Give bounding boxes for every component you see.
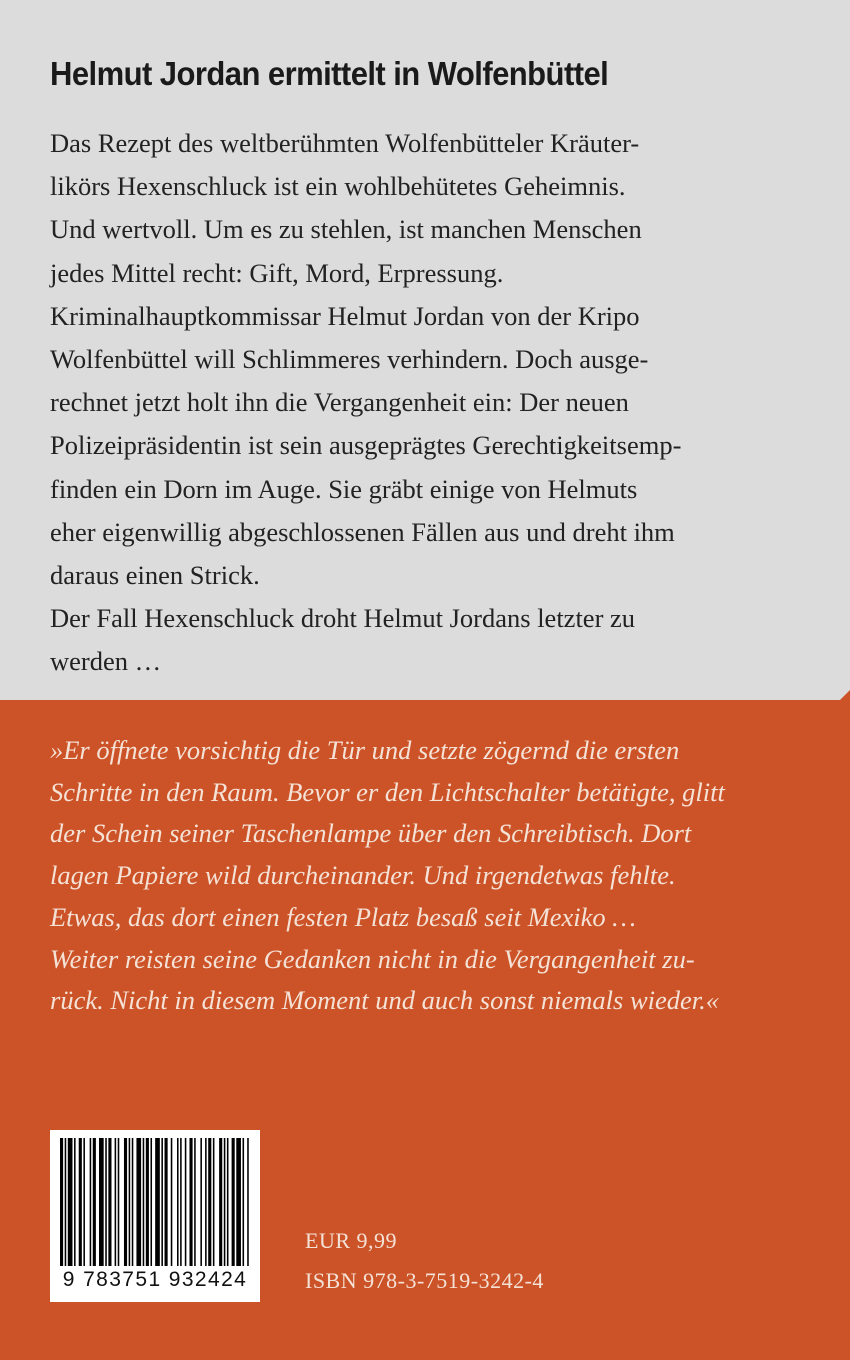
barcode-bar xyxy=(124,1138,127,1266)
barcode-bar xyxy=(115,1138,117,1266)
barcode-bar xyxy=(74,1138,76,1266)
barcode-bar xyxy=(200,1138,202,1266)
barcode-bar xyxy=(118,1138,120,1266)
barcode-bar xyxy=(155,1138,160,1266)
barcode-bar xyxy=(108,1138,111,1266)
blurb-text xyxy=(50,122,820,684)
barcode-bar xyxy=(208,1138,211,1266)
barcode-bar xyxy=(65,1138,67,1266)
blurb-line: Der Fall Hexenschluck droht Helmut Jordans letzter zu xyxy=(50,603,636,634)
blurb-line: Kriminalhauptkommissar Helmut Jordan von der Kripo xyxy=(50,300,640,331)
blurb-line: daraus einen Strick. xyxy=(50,560,260,591)
barcode-bar xyxy=(165,1138,168,1266)
barcode-bar xyxy=(227,1138,229,1266)
barcode-bar xyxy=(232,1138,235,1266)
price: EUR 9,99 xyxy=(305,1228,397,1253)
barcode-bar xyxy=(213,1138,215,1266)
barcode-bar xyxy=(236,1138,241,1266)
barcode-bar xyxy=(189,1138,192,1266)
corner-fold xyxy=(838,690,850,702)
blurb-line: jedes Mittel recht: Gift, Mord, Erpressung. xyxy=(50,257,504,288)
quote-line: Weiter reisten seine Gedanken nicht in die Vergangenheit zu- xyxy=(50,943,695,974)
barcode-bar xyxy=(79,1138,82,1266)
barcode-bar xyxy=(143,1138,145,1266)
barcode-bar xyxy=(180,1138,182,1266)
quote-line: rück. Nicht in diesem Moment und auch sonst niemals wieder.« xyxy=(50,985,720,1016)
blurb-line: finden ein Dorn im Auge. Sie gräbt einige von Helmuts xyxy=(50,473,638,504)
quote-line: Etwas, das dort einen festen Platz besaß seit Mexiko … xyxy=(50,901,636,932)
barcode-bar xyxy=(194,1138,196,1266)
series-title: Helmut Jordan ermittelt in Wolfenbüttel xyxy=(50,55,609,92)
blurb-line: rechnet jetzt holt ihn die Vergangenheit ein: Der neuen xyxy=(50,387,629,418)
blurb-line: Wolfenbüttel will Schlimmeres verhindern. Doch ausge- xyxy=(50,344,649,375)
barcode-bar xyxy=(132,1138,134,1266)
barcode-bar xyxy=(243,1138,245,1266)
quote-line: Schritte in den Raum. Bevor er den Lichtschalter betätigte, glitt xyxy=(50,776,725,807)
barcode-digits: 9 783751 932424 xyxy=(62,1268,248,1291)
barcode-bars xyxy=(50,1130,260,1270)
isbn: ISBN 978-3-7519-3242-4 xyxy=(305,1268,544,1293)
barcode-bar xyxy=(60,1138,63,1266)
blurb-line: Das Rezept des weltberühmten Wolfenbütteler Kräuter- xyxy=(50,128,640,158)
barcode-bar xyxy=(205,1138,207,1266)
blurb-line: eher eigenwillig abgeschlossenen Fällen aus und dreht ihm xyxy=(50,516,675,547)
barcode-bar xyxy=(83,1138,85,1266)
barcode-bar xyxy=(146,1138,149,1266)
barcode-bar xyxy=(105,1138,107,1266)
barcode-bar xyxy=(68,1138,73,1266)
barcode-bar xyxy=(247,1138,249,1266)
barcode-bar xyxy=(161,1138,163,1266)
barcode-bar xyxy=(90,1138,92,1266)
quote-line: lagen Papiere wild durcheinander. Und irgendetwas fehlte. xyxy=(50,860,676,891)
blurb-line: werden … xyxy=(50,646,162,677)
barcode-bar xyxy=(93,1138,96,1266)
barcode-bar xyxy=(219,1138,222,1266)
blurb-line: likörs Hexenschluck ist ein wohlbehütetes Geheimnis. xyxy=(50,171,626,202)
barcode-bar xyxy=(99,1138,104,1266)
barcode-bar xyxy=(150,1138,152,1266)
barcode xyxy=(50,1130,260,1302)
barcode-bar xyxy=(171,1138,173,1266)
blurb-line: Polizeipräsidentin ist sein ausgeprägtes Gerechtigkeitsemp- xyxy=(50,430,682,461)
barcode-bar xyxy=(185,1138,187,1266)
barcode-bar xyxy=(129,1138,131,1266)
excerpt-quote xyxy=(50,730,820,1022)
barcode-bar xyxy=(224,1138,226,1266)
blurb-line: Und wertvoll. Um es zu stehlen, ist manchen Menschen xyxy=(50,214,642,245)
quote-line: »Er öffnete vorsichtig die Tür und setzte zögernd die ersten xyxy=(50,735,680,765)
barcode-bar xyxy=(177,1138,179,1266)
barcode-bar xyxy=(136,1138,141,1266)
quote-line: der Schein seiner Taschenlampe über den Schreibtisch. Dort xyxy=(50,818,692,849)
